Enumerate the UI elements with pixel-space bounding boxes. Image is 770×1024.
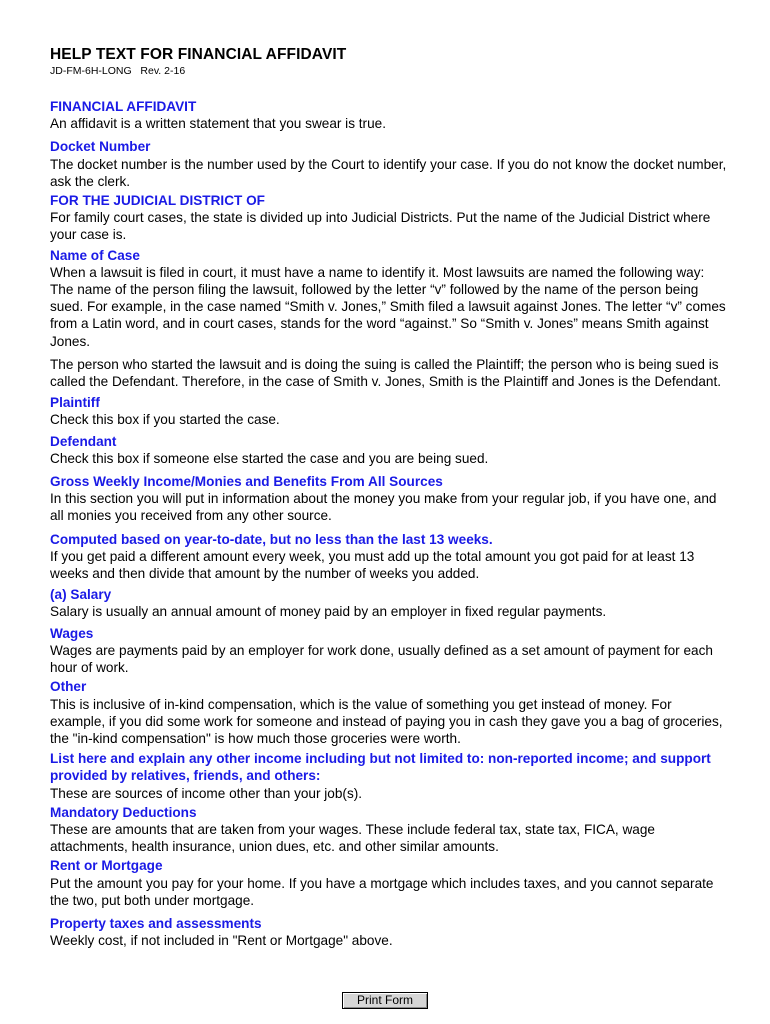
section-text: These are sources of income other than your job(s). (50, 785, 363, 801)
section-text: This is inclusive of in-kind compensation, which is the value of something you get instead of money. For example, if you did some work for someone and instead of paying you in cash they gave you a bag of groceries, the "in-kind compensation" is how much those groceries were worth. (50, 696, 723, 746)
section-salary (50, 586, 730, 620)
section-heading: Name of Case (50, 247, 140, 263)
section-heading: Wages (50, 625, 94, 641)
section-gross-weekly-income (50, 473, 730, 525)
section-heading: Defendant (50, 433, 117, 449)
section-judicial-district (50, 192, 730, 244)
section-computed-basis (50, 531, 730, 583)
section-text: Check this box if someone else started the case and you are being sued. (50, 450, 489, 466)
section-docket-number (50, 138, 730, 190)
section-text: If you get paid a different amount every week, you must add up the total amount you got paid for at least 13 weeks and then divide that amount by the number of weeks you added. (50, 548, 695, 582)
section-heading: FOR THE JUDICIAL DISTRICT OF (50, 193, 265, 209)
section-text: Check this box if you started the case. (50, 412, 280, 428)
section-property-taxes (50, 915, 730, 949)
section-text: Wages are payments paid by an employer for work done, usually defined as a set amount of payment for each hour of work. (50, 642, 713, 676)
section-heading: Gross Weekly Income/Monies and Benefits From All Sources (50, 474, 443, 490)
document-title: HELP TEXT FOR FINANCIAL AFFIDAVIT (50, 46, 347, 63)
form-number: JD-FM-6H-LONG Rev. 2-16 (50, 65, 186, 77)
print-form-button[interactable]: Print Form (342, 992, 428, 1009)
section-heading: Other (50, 679, 87, 695)
section-heading: Mandatory Deductions (50, 804, 197, 820)
section-financial-affidavit (50, 98, 730, 132)
section-heading: List here and explain any other income including but not limited to: non-reported income; and support provided by relatives, friends, and others: (50, 751, 711, 784)
section-text: An affidavit is a written statement that you swear is true. (50, 116, 386, 132)
section-heading: Plaintiff (50, 395, 100, 411)
section-text: In this section you will put in information about the money you make from your regular job, if you have one, and all monies you received from any other source. (50, 491, 717, 524)
section-heading: Docket Number (50, 139, 151, 155)
section-text: When a lawsuit is filed in court, it must have a name to identify it. Most lawsuits are named the following way: The name of the person filing the lawsuit, followed by the letter “v” followed by the name of the person being sued. For example, in the case named “Smith v. Jones,” Smith filed a lawsuit against Jones. The letter “v” comes from a Latin word, and in court cases, stands for the word “against.” So “Smith v. Jones” means Smith against Jones. (50, 264, 726, 349)
section-text: For family court cases, the state is divided up into Judicial Districts. Put the name of the Judicial District where your case is. (50, 210, 711, 243)
section-heading: Computed based on year-to-date, but no less than the last 13 weeks. (50, 531, 493, 547)
section-mandatory-deductions (50, 804, 730, 856)
section-heading: (a) Salary (50, 587, 112, 603)
section-heading: FINANCIAL AFFIDAVIT (50, 99, 197, 114)
section-text: Weekly cost, if not included in "Rent or Mortgage" above. (50, 933, 393, 949)
section-heading: Property taxes and assessments (50, 915, 262, 931)
section-text: The person who started the lawsuit and is doing the suing is called the Plaintiff; the person who is being sued is called the Defendant. Therefore, in the case of Smith v. Jones, Smith is the Plaintiff and Jones is the Defendant. (50, 356, 722, 390)
section-other-income (50, 750, 730, 802)
section-plaintiff (50, 394, 730, 428)
help-text-page (50, 46, 730, 949)
section-text: Salary is usually an annual amount of money paid by an employer in fixed regular payments. (50, 604, 607, 620)
section-heading: Rent or Mortgage (50, 858, 163, 874)
section-rent-or-mortgage (50, 857, 730, 909)
section-defendant (50, 433, 730, 467)
section-other (50, 678, 730, 747)
section-text: The docket number is the number used by the Court to identify your case. If you do not know the docket number, ask the clerk. (50, 156, 727, 189)
section-text: These are amounts that are taken from your wages. These include federal tax, state tax, FICA, wage attachments, health insurance, union dues, etc. and other similar amounts. (50, 821, 655, 855)
section-text: Put the amount you pay for your home. If you have a mortgage which includes taxes, and you cannot separate the two, put both under mortgage. (50, 875, 714, 908)
section-wages (50, 625, 730, 677)
section-name-of-case (50, 247, 730, 391)
